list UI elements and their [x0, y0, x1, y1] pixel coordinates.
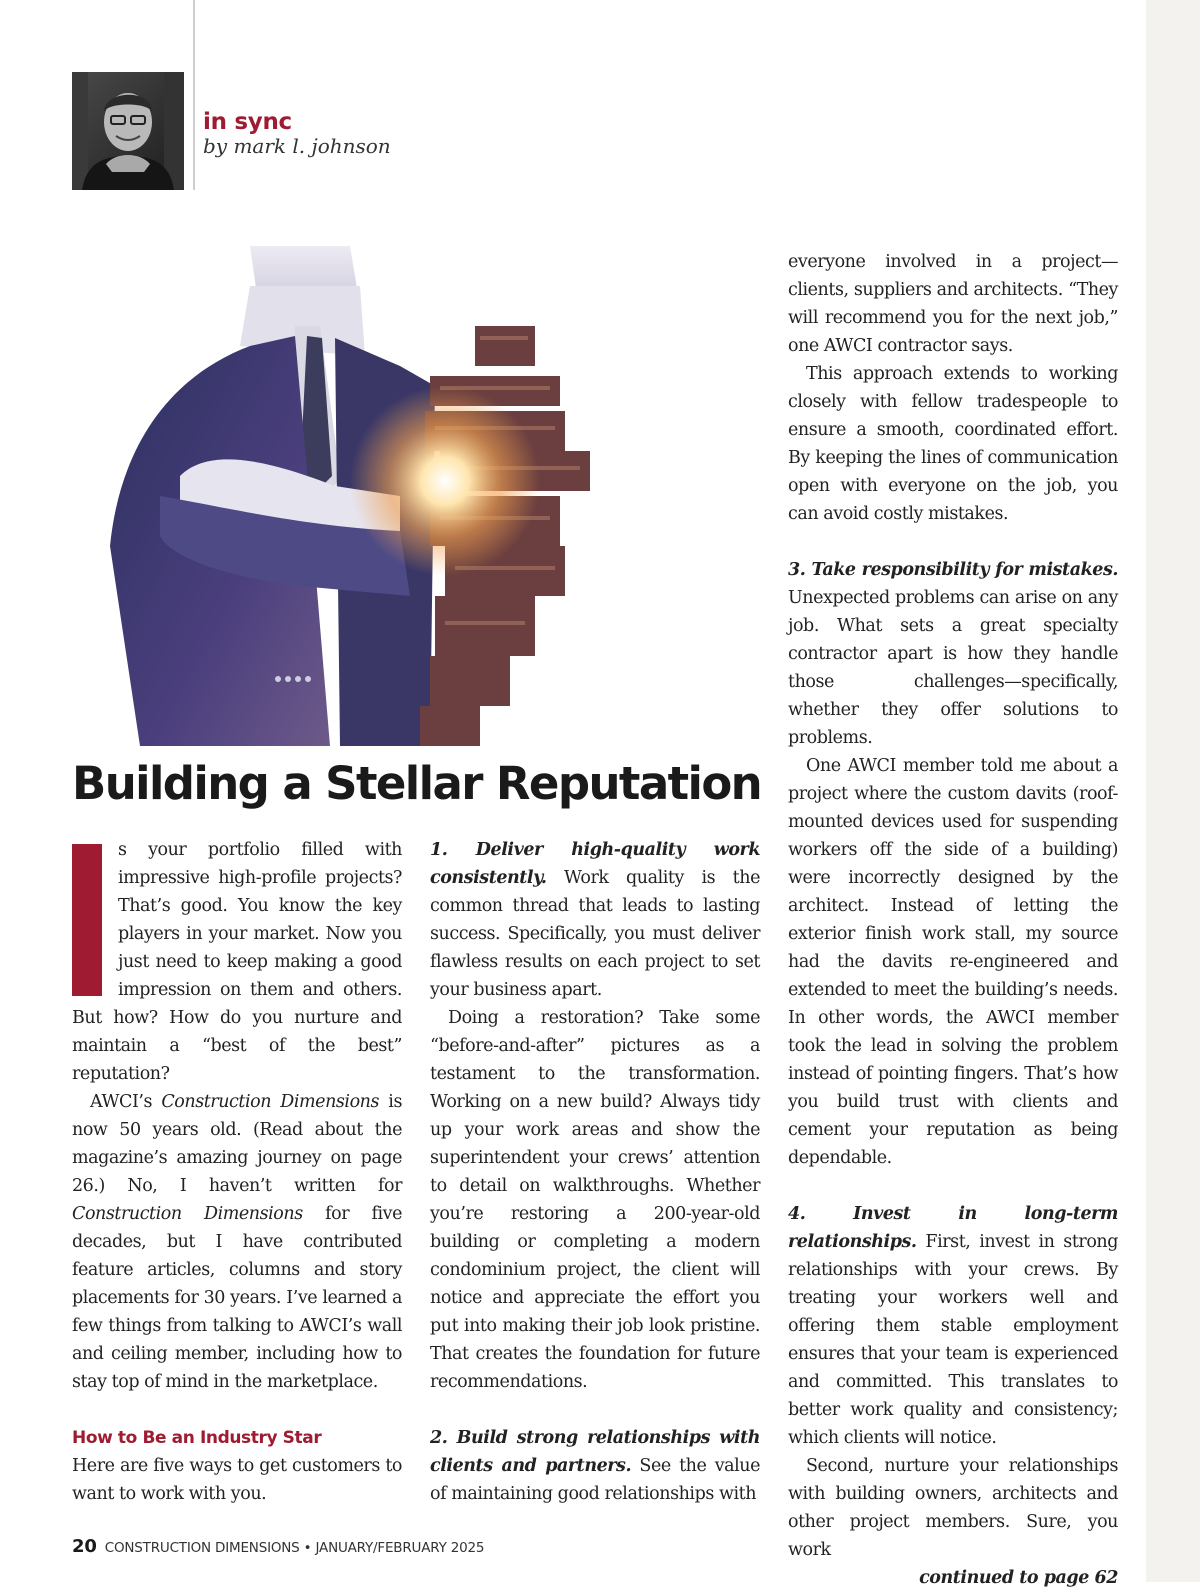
list-lead-in: 4. Invest in long-term relationships.	[788, 1204, 1118, 1252]
paragraph-text: Doing a restoration? Take some “before-and-after” pictures as a testament to the transformation. Working on a new build? Always tidy up your work areas and show the superintendent your crews’ attention to detail on walkthroughs. Whether you’re restoring a 200-year-old building or completing a modern condominium project, the client will notice and appreciate the effort you put into making their job look pristine. That creates the foundation for future recommendations.	[430, 1008, 760, 1392]
column-header	[203, 108, 503, 158]
page-footer	[72, 1536, 484, 1557]
magazine-title: Construction Dimensions	[161, 1092, 380, 1112]
paragraph-text: One AWCI member told me about a project where the custom davits (roof-mounted devices used for suspending workers off the side of a building) were incorrectly designed by the architect. Instead of letting the exterior finish work stall, my source had the davits re-engineered and extended to meet the building’s needs. In other words, the AWCI member took the lead in solving the problem instead of pointing fingers. That’s how you build trust with clients and cement your reputation as being dependable.	[788, 756, 1118, 1168]
paragraph-text: This approach extends to working closely with fellow tradespeople to ensure a smooth, coordinated effort. By keeping the lines of communication open with everyone on the job, you can avoid costly mistakes.	[788, 364, 1118, 524]
list-lead-in: 2. Build strong relationships with clients and partners.	[430, 1428, 760, 1476]
paragraph-text: Second, nurture your relationships with building owners, architects and other project members. Sure, you work	[788, 1456, 1118, 1560]
paragraph-text: See the value of maintaining good relationships with	[430, 1456, 760, 1504]
column-title: in sync	[203, 109, 292, 135]
paragraph	[788, 1452, 1118, 1564]
paragraph-text: s your portfolio filled with impressive high-profile projects? That’s good. You know the key players in your market. Now you just need to keep making a good impression on them and others. But how? How do you nurture and maintain a “best of the best” reputation?	[72, 840, 402, 1084]
paragraph	[72, 1452, 402, 1508]
subheading: How to Be an Industry Star	[72, 1428, 322, 1448]
paragraph	[788, 248, 1118, 360]
paragraph	[430, 1424, 760, 1508]
article-column-2	[430, 836, 760, 1508]
paragraph-text: is now 50 years old. (Read about the magazine’s amazing journey on page 26.) No, I haven’t written for	[72, 1092, 402, 1196]
paragraph	[430, 1004, 760, 1396]
column-byline: by mark l. johnson	[203, 134, 391, 158]
page-edge-strip	[1146, 0, 1200, 1582]
footer-text: CONSTRUCTION DIMENSIONS • JANUARY/FEBRUARY 2025	[104, 1540, 485, 1556]
article-headline: Building a Stellar Reputation	[72, 757, 762, 810]
magazine-title: Construction Dimensions	[72, 1204, 303, 1224]
hero-illustration	[100, 246, 600, 746]
paragraph	[72, 836, 402, 1088]
paragraph-text: Work quality is the common thread that leads to lasting success. Specifically, you must deliver flawless results on each project to set your business apart.	[430, 868, 760, 1000]
paragraph	[788, 556, 1118, 752]
list-lead-in: 1. Deliver high-quality work consistently.	[430, 840, 760, 888]
paragraph-text: for five decades, but I have contributed feature articles, columns and story placements for 30 years. I’ve learned a few things from talking to AWCI’s wall and ceiling member, including how to stay top of mind in the marketplace.	[72, 1204, 402, 1392]
paragraph-text: everyone involved in a project—clients, suppliers and architects. “They will recommend you for the next job,” one AWCI contractor says.	[788, 252, 1118, 356]
drop-cap-bar	[72, 844, 102, 996]
paragraph	[72, 1088, 402, 1396]
article-column-1	[72, 836, 402, 1508]
paragraph	[788, 360, 1118, 528]
article-column-3	[788, 248, 1118, 1592]
continued-note: continued to page 62	[919, 1568, 1118, 1588]
page-number: 20	[72, 1536, 97, 1557]
paragraph-text: AWCI’s	[90, 1092, 162, 1112]
paragraph	[788, 1200, 1118, 1452]
paragraph	[788, 752, 1118, 1172]
paragraph	[430, 836, 760, 1004]
list-lead-in: 3. Take responsibility for mistakes.	[788, 560, 1118, 580]
author-photo	[72, 72, 184, 190]
header-divider	[193, 0, 195, 190]
paragraph-text: Unexpected problems can arise on any job. What sets a great specialty contractor apart is how they handle those challenges—specifically, whether they offer solutions to problems.	[788, 588, 1118, 748]
paragraph-text: First, invest in strong relationships with your crews. By treating your workers well and offering them stable employment ensures that your team is experienced and committed. This translates to better work quality and consistency; which clients will notice.	[788, 1232, 1118, 1448]
paragraph-text: Here are five ways to get customers to want to work with you.	[72, 1456, 402, 1504]
